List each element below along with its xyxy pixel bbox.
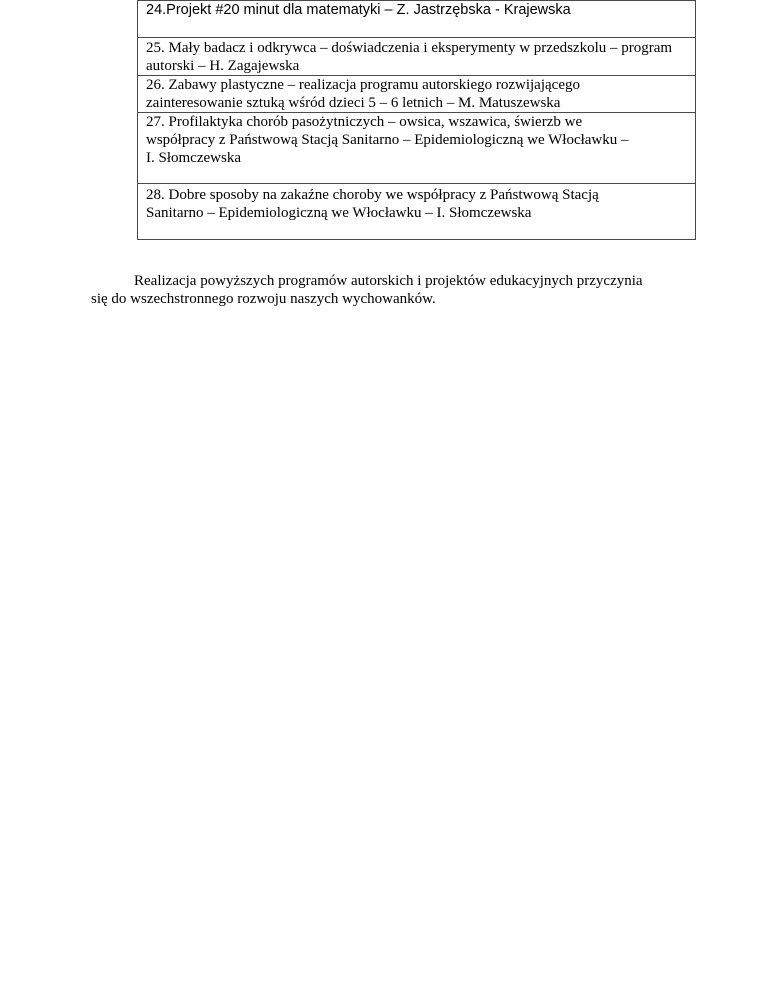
program-item-26-line-1: 26. Zabawy plastyczne – realizacja programu autorskiego rozwijającego xyxy=(146,77,580,93)
summary-paragraph xyxy=(91,272,691,308)
programs-table xyxy=(137,0,696,240)
summary-line-1: Realizacja powyższych programów autorskich i projektów edukacyjnych przyczynia xyxy=(134,273,643,289)
program-item-25-line-2: autorski – H. Zagajewska xyxy=(146,58,300,74)
table-row xyxy=(138,1,696,38)
table-cell xyxy=(138,113,696,184)
program-item-28-line-1: 28. Dobre sposoby na zakaźne choroby we współpracy z Państwową Stacją xyxy=(146,187,599,203)
table-row xyxy=(138,76,696,113)
table-cell xyxy=(138,184,696,240)
table-cell xyxy=(138,1,696,38)
table-row xyxy=(138,38,696,76)
table-row xyxy=(138,113,696,184)
program-item-27-line-3: I. Słomczewska xyxy=(146,150,241,166)
program-item-27-line-1: 27. Profilaktyka chorób pasożytniczych – owsica, wszawica, świerzb we xyxy=(146,114,583,130)
program-item-25-line-1: 25. Mały badacz i odkrywca – doświadczenia i eksperymenty w przedszkolu – program xyxy=(146,40,673,56)
summary-line-2: się do wszechstronnego rozwoju naszych wychowanków. xyxy=(91,291,436,307)
table-cell xyxy=(138,38,696,76)
program-item-24: 24.Projekt #20 minut dla matematyki – Z. Jastrzębska - Krajewska xyxy=(146,2,571,18)
program-item-28-line-2: Sanitarno – Epidemiologiczną we Włocławku – I. Słomczewska xyxy=(146,205,532,221)
program-item-27-line-2: współpracy z Państwową Stacją Sanitarno – Epidemiologiczną we Włocławku – xyxy=(146,132,629,148)
table-row xyxy=(138,184,696,240)
program-item-26-line-2: zainteresowanie sztuką wśród dzieci 5 – 6 letnich – M. Matuszewska xyxy=(146,95,561,111)
table-cell xyxy=(138,76,696,113)
